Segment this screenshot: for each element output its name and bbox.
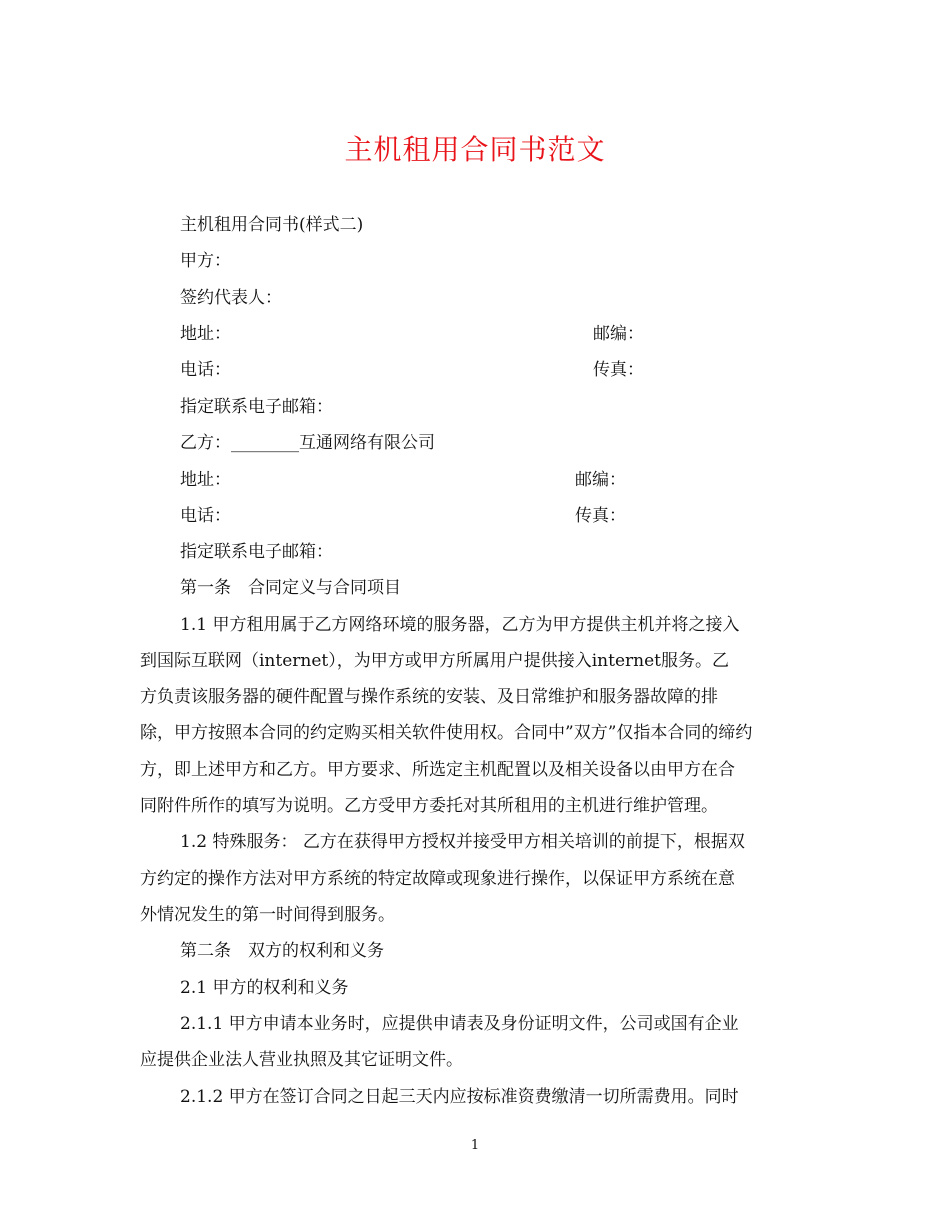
paragraph-line: 1.1 甲方租用属于乙方网络环境的服务器，乙方为甲方提供主机并将之接入 xyxy=(180,615,740,635)
party-b-email: 指定联系电子邮箱： xyxy=(180,542,333,562)
paragraph-line: 方，即上述甲方和乙方。甲方要求、所选定主机配置以及相关设备以由甲方在合 xyxy=(140,760,735,780)
paragraph-line: 外情况发生的第一时间得到服务。 xyxy=(140,905,395,925)
section-2-1-heading: 2.1 甲方的权利和义务 xyxy=(180,978,349,998)
page-number: 1 xyxy=(470,1138,480,1153)
paragraph-line: 到国际互联网（internet），为甲方或甲方所属用户提供接入internet服务。乙 xyxy=(140,651,729,671)
party-b-phone: 电话： xyxy=(180,506,231,526)
document-title: 主机租用合同书范文 xyxy=(344,133,606,166)
party-b-label: 乙方：________互通网络有限公司 xyxy=(180,433,435,453)
paragraph-line: 2.1.2 甲方在签订合同之日起三天内应按标准资费缴清一切所需费用。同时 xyxy=(180,1087,739,1107)
party-a-address: 地址： xyxy=(180,324,231,344)
paragraph-line: 同附件所作的填写为说明。乙方受甲方委托对其所租用的主机进行维护管理。 xyxy=(140,796,718,816)
paragraph-line: 除，甲方按照本合同的约定购买相关软件使用权。合同中”双方”仅指本合同的缔约 xyxy=(140,723,753,743)
party-b-postcode: 邮编： xyxy=(575,470,626,490)
party-a-label: 甲方： xyxy=(180,251,231,271)
party-a-representative: 签约代表人： xyxy=(180,288,282,308)
paragraph-line: 1.2 特殊服务： 乙方在获得甲方授权并接受甲方相关培训的前提下，根据双 xyxy=(180,832,745,852)
party-a-email: 指定联系电子邮箱： xyxy=(180,397,333,417)
subtitle: 主机租用合同书(样式二) xyxy=(180,215,364,235)
paragraph-line: 2.1.1 甲方申请本业务时，应提供申请表及身份证明文件，公司或国有企业 xyxy=(180,1014,739,1034)
article-2-heading: 第二条 双方的权利和义务 xyxy=(180,941,384,961)
paragraph-line: 方约定的操作方法对甲方系统的特定故障或现象进行操作，以保证甲方系统在意 xyxy=(140,869,735,889)
paragraph-line: 应提供企业法人营业执照及其它证明文件。 xyxy=(140,1050,463,1070)
party-a-fax: 传真： xyxy=(593,360,644,380)
party-b-fax: 传真： xyxy=(575,506,626,526)
paragraph-line: 方负责该服务器的硬件配置与操作系统的安装、及日常维护和服务器故障的排 xyxy=(140,687,718,707)
party-a-phone: 电话： xyxy=(180,360,231,380)
article-1-heading: 第一条 合同定义与合同项目 xyxy=(180,578,401,598)
party-b-address: 地址： xyxy=(180,470,231,490)
party-a-postcode: 邮编： xyxy=(593,324,644,344)
